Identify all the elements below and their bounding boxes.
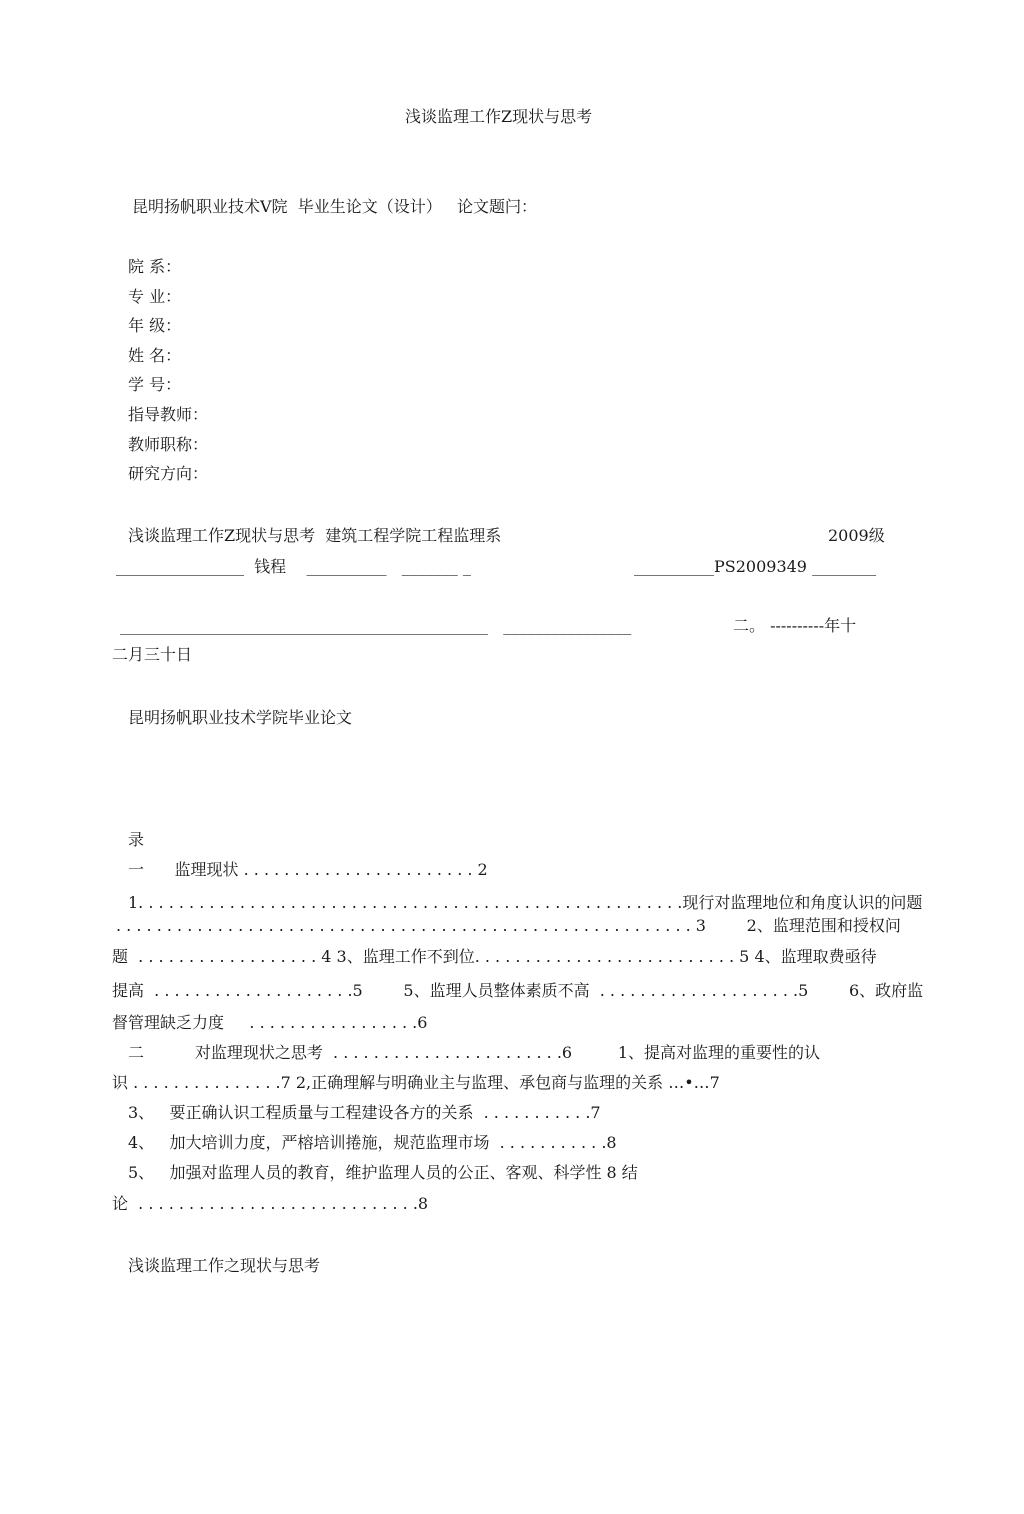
field-major: 专 业： xyxy=(128,287,182,306)
field-student-id: 学 号： xyxy=(128,375,182,394)
toc-line: 4、 加大培训力度，严榕培训捲施，规范监理市场 . . . . . . . . . . .8 xyxy=(128,1133,617,1152)
info-date-tail: 二。 ----------年十 xyxy=(733,616,857,635)
toc-line: 3、 要正确认识工程质量与工程建设各方的关系 . . . . . . . . . . .7 xyxy=(128,1103,601,1122)
info-grade: 2009级 xyxy=(828,526,885,545)
toc-heading: 录 xyxy=(128,830,145,849)
field-grade: 年 级： xyxy=(128,316,182,335)
toc-line: 5、 加强对监理人员的教育，维护监理人员的公正、客观、科学性 8 结 xyxy=(128,1163,638,1182)
body-title: 浅谈监理工作之现状与思考 xyxy=(128,1256,321,1275)
toc-line: 督管理缺乏力度 . . . . . . . . . . . . . . . . .6 xyxy=(112,1013,428,1032)
field-research-direction: 研究方向： xyxy=(128,464,209,483)
field-advisor-title: 教师职称： xyxy=(128,435,209,454)
school-title: 昆明扬帆职业技术学院毕业论文 xyxy=(128,708,353,727)
info-topic: 浅谈监理工作Z现状与思考 建筑工程学院工程监理系 xyxy=(128,526,502,545)
toc-line: 1. . . . . . . . . . . . . . . . . . . . . . . . . . . . . . . . . . . . . . . . . . . . . . . . . . . . . .现行对监理地位和角度认识的问题 xyxy=(128,893,923,912)
toc-line: . . . . . . . . . . . . . . . . . . . . . . . . . . . . . . . . . . . . . . . . . . . . . . . . . . . . . . . . . 3 2、监理范围和授权问 xyxy=(116,916,901,935)
toc-line: 论 . . . . . . . . . . . . . . . . . . . . . . . . . . . .8 xyxy=(112,1194,429,1213)
info-blank-line-1: ________________ 钱程 __________ _______ _ xyxy=(116,557,471,576)
toc-line: 二 对监理现状之思考 . . . . . . . . . . . . . . . . . . . . . . .6 1、提高对监理的重要性的认 xyxy=(128,1043,821,1062)
page-title: 浅谈监理工作Z现状与思考 xyxy=(405,107,593,126)
field-advisor: 指导教师： xyxy=(128,405,209,424)
info-blank-line-2: ______________________________________________ ________________ xyxy=(120,616,632,635)
info-student-no: __________PS2009349 ________ xyxy=(634,557,877,576)
toc-line: 一 监理现状 . . . . . . . . . . . . . . . . . . . . . . . 2 xyxy=(128,860,488,879)
toc-line: 提高 . . . . . . . . . . . . . . . . . . . .5 5、监理人员整体素质不高 . . . . . . . . . . . . . . . . . . . .5 6、政府监 xyxy=(112,981,924,1000)
toc-line: 识 . . . . . . . . . . . . . . .7 2,正确理解与明确业主与监理、承包商与监理的关系 …•…7 xyxy=(112,1073,720,1092)
field-name: 姓 名： xyxy=(128,346,182,365)
school-line: 昆明扬帆职业技术V院 毕业生论文（设计） 论文题闩： xyxy=(132,197,537,216)
toc-line: 题 . . . . . . . . . . . . . . . . . . 4 3、监理工作不到位. . . . . . . . . . . . . . . . . . . . . . . . . . 5 4、监理取费亟待 xyxy=(112,947,877,966)
field-department: 院 系： xyxy=(128,257,182,276)
info-date-cont: 二月三十日 xyxy=(112,645,193,664)
